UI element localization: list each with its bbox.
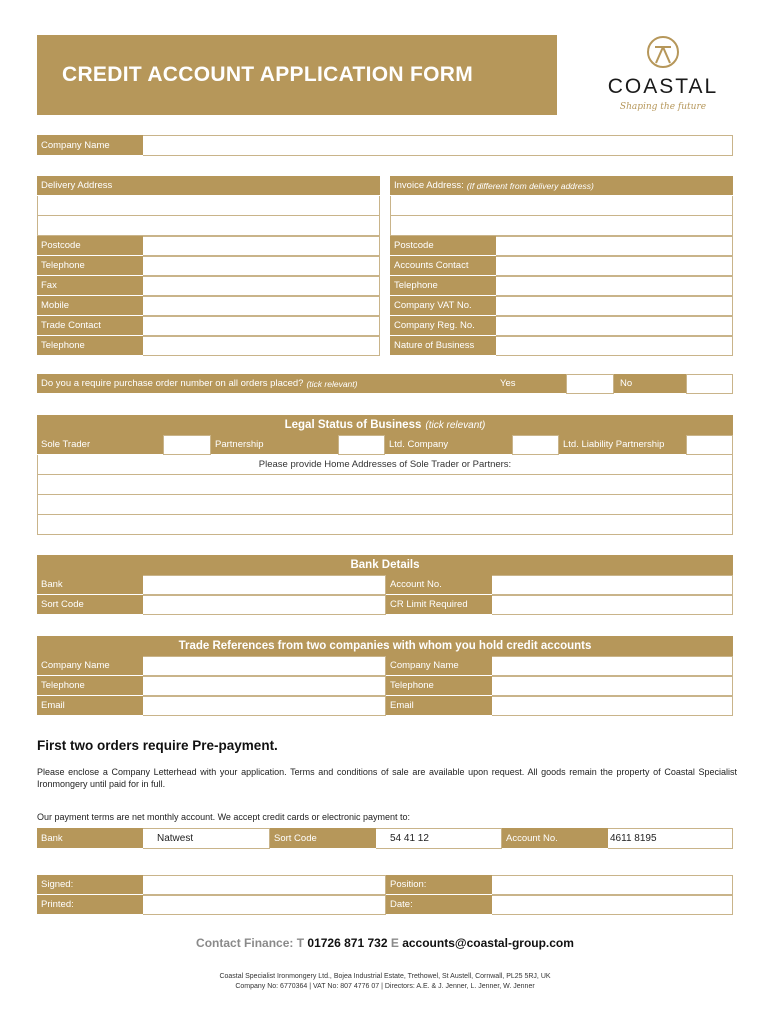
ref1-email-field[interactable] [143, 696, 386, 716]
date-field[interactable] [492, 895, 733, 915]
po-question-note: (tick relevant) [306, 378, 358, 389]
delivery-mobile-label: Mobile [37, 296, 143, 316]
invoice-address-heading-text: Invoice Address: [394, 180, 464, 191]
delivery-telephone-label: Telephone [37, 256, 143, 276]
legal-sole-trader-label: Sole Trader [37, 435, 163, 455]
delivery-address-line-2[interactable] [37, 216, 380, 236]
position-label: Position: [386, 875, 492, 895]
contact-phone: 01726 871 732 [307, 936, 388, 950]
account-no-field[interactable] [492, 575, 733, 595]
footer-address: Coastal Specialist Ironmongery Ltd., Bojea Industrial Estate, Trethowel, St Austell, Cornwall, PL25 5RJ, UK [219, 973, 551, 980]
legal-ltd-company-label: Ltd. Company [385, 435, 512, 455]
delivery-mobile-field[interactable] [143, 296, 380, 316]
contact-email[interactable]: accounts@coastal-group.com [402, 936, 574, 950]
bank-details-heading: Bank Details [37, 555, 733, 575]
invoice-address-heading [390, 176, 733, 196]
ref2-company-label: Company Name [386, 656, 492, 676]
payment-bank-value: Natwest [143, 828, 270, 849]
company-name-label: Company Name [37, 135, 143, 156]
contact-prefix: Contact Finance: T [196, 936, 305, 950]
legal-llp-label: Ltd. Liability Partnership [559, 435, 686, 455]
delivery-postcode-label: Postcode [37, 236, 143, 256]
signed-label: Signed: [37, 875, 143, 895]
home-address-line-1[interactable] [37, 475, 733, 495]
home-addresses-prompt-row [37, 455, 733, 475]
sort-code-label: Sort Code [37, 595, 143, 615]
trade-references-heading: Trade References from two companies with whom you hold credit accounts [37, 636, 733, 656]
invoice-vat-label: Company VAT No. [390, 296, 496, 316]
logo-tagline: Shaping the future [619, 102, 707, 112]
invoice-address-note: (If different from delivery address) [466, 180, 594, 191]
ref1-company-label: Company Name [37, 656, 143, 676]
ref2-telephone-label: Telephone [386, 676, 492, 696]
payment-sort-value: 54 41 12 [376, 828, 502, 849]
delivery-postcode-field[interactable] [143, 236, 380, 256]
legal-partnership-checkbox[interactable] [338, 435, 385, 455]
coastal-logo [598, 34, 728, 124]
invoice-postcode-label: Postcode [390, 236, 496, 256]
invoice-reg-label: Company Reg. No. [390, 316, 496, 336]
legal-sole-trader-checkbox[interactable] [163, 435, 211, 455]
po-question-label [37, 374, 494, 394]
coastal-emblem-icon [645, 34, 681, 70]
delivery-fax-field[interactable] [143, 276, 380, 296]
invoice-accounts-contact-field[interactable] [496, 256, 733, 276]
contact-finance [0, 936, 770, 950]
home-address-line-3[interactable] [37, 515, 733, 535]
invoice-nature-field[interactable] [496, 336, 733, 356]
invoice-postcode-field[interactable] [496, 236, 733, 256]
account-no-label: Account No. [386, 575, 492, 595]
invoice-vat-field[interactable] [496, 296, 733, 316]
delivery-address-heading: Delivery Address [37, 176, 380, 196]
ref1-telephone-field[interactable] [143, 676, 386, 696]
delivery-address-line-1[interactable] [37, 196, 380, 216]
payment-account-label: Account No. [502, 828, 608, 849]
invoice-address-line-2[interactable] [390, 216, 733, 236]
bank-field[interactable] [143, 575, 386, 595]
ref1-email-label: Email [37, 696, 143, 716]
prepayment-heading: First two orders require Pre-payment. [37, 738, 278, 753]
legal-status-heading-text: Legal Status of Business [284, 419, 422, 431]
bank-label: Bank [37, 575, 143, 595]
cr-limit-field[interactable] [492, 595, 733, 615]
payment-sort-label: Sort Code [270, 828, 376, 849]
page-title: CREDIT ACCOUNT APPLICATION FORM [62, 63, 473, 86]
ref2-email-label: Email [386, 696, 492, 716]
legal-status-heading [37, 415, 733, 435]
po-yes-label: Yes [494, 374, 566, 394]
contact-e: E [390, 936, 399, 950]
home-address-line-2[interactable] [37, 495, 733, 515]
signed-field[interactable] [143, 875, 386, 895]
home-addresses-prompt: Please provide Home Addresses of Sole Trader or Partners: [258, 459, 512, 470]
legal-status-heading-note: (tick relevant) [425, 419, 486, 431]
footer-company-info: Company No: 6770364 | VAT No: 807 4776 07 | Directors: A.E. & J. Jenner, L. Jenner, W. Jenner [235, 983, 535, 990]
payment-account-value: 4611 8195 [608, 828, 733, 849]
po-question-text: Do you a require purchase order number on all orders placed? [41, 378, 304, 389]
invoice-nature-label: Nature of Business [390, 336, 496, 356]
position-field[interactable] [492, 875, 733, 895]
po-no-label: No [614, 374, 686, 394]
printed-label: Printed: [37, 895, 143, 915]
date-label: Date: [386, 895, 492, 915]
invoice-telephone-label: Telephone [390, 276, 496, 296]
logo-wordmark: COASTAL [607, 75, 719, 98]
delivery-telephone-2-label: Telephone [37, 336, 143, 356]
title-banner [37, 35, 557, 115]
po-yes-checkbox[interactable] [566, 374, 614, 394]
prepayment-text: Please enclose a Company Letterhead with your application. Terms and conditions of sale are available upon request. All goods remain the property of Coastal Specialist Ironmongery until paid for in full. [37, 767, 737, 789]
legal-partnership-label: Partnership [211, 435, 338, 455]
legal-ltd-company-checkbox[interactable] [512, 435, 559, 455]
cr-limit-label: CR Limit Required [386, 595, 492, 615]
ref2-email-field[interactable] [492, 696, 733, 716]
invoice-reg-field[interactable] [496, 316, 733, 336]
ref2-company-field[interactable] [492, 656, 733, 676]
delivery-trade-contact-label: Trade Contact [37, 316, 143, 336]
po-no-checkbox[interactable] [686, 374, 733, 394]
delivery-telephone-field[interactable] [143, 256, 380, 276]
ref1-company-field[interactable] [143, 656, 386, 676]
legal-llp-checkbox[interactable] [686, 435, 733, 455]
invoice-telephone-field[interactable] [496, 276, 733, 296]
invoice-address-line-1[interactable] [390, 196, 733, 216]
payment-terms-text: Our payment terms are net monthly account. We accept credit cards or electronic payment to: [37, 812, 410, 822]
invoice-accounts-contact-label: Accounts Contact [390, 256, 496, 276]
ref2-telephone-field[interactable] [492, 676, 733, 696]
delivery-trade-contact-field[interactable] [143, 316, 380, 336]
company-name-field[interactable] [143, 135, 733, 156]
ref1-telephone-label: Telephone [37, 676, 143, 696]
printed-field[interactable] [143, 895, 386, 915]
payment-bank-label: Bank [37, 828, 143, 849]
delivery-telephone-2-field[interactable] [143, 336, 380, 356]
delivery-fax-label: Fax [37, 276, 143, 296]
sort-code-field[interactable] [143, 595, 386, 615]
